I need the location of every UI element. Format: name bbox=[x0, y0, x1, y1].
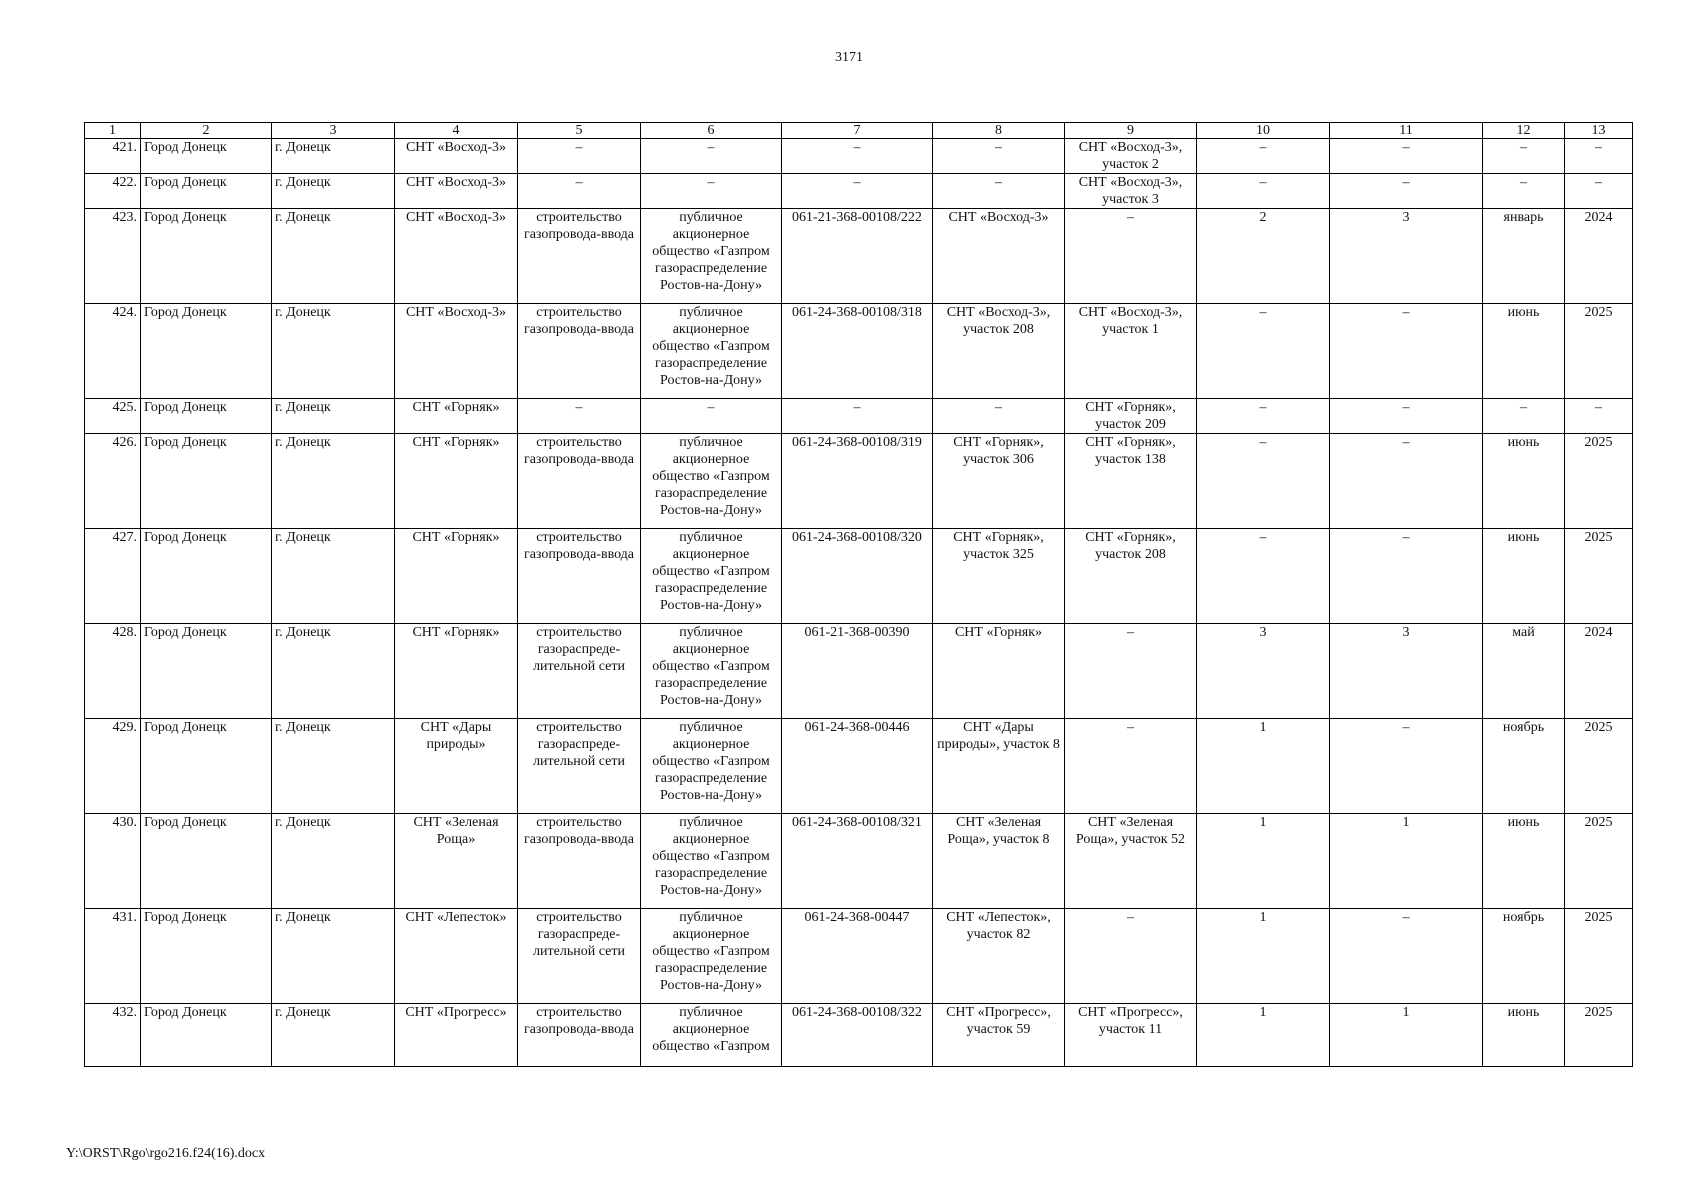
table-cell-col-9: – bbox=[1065, 624, 1197, 719]
table-cell-col-4: СНТ «Прогресс» bbox=[395, 1004, 518, 1067]
table-cell-col-13: 2025 bbox=[1565, 434, 1633, 529]
table-cell-col-10: 1 bbox=[1197, 814, 1330, 909]
footer-file-path: Y:\ORST\Rgo\rgo216.f24(16).docx bbox=[66, 1146, 266, 1161]
table-row bbox=[85, 529, 1633, 624]
table-cell-col-1: 431. bbox=[85, 909, 141, 1004]
table-cell-col-4: СНТ «Горняк» bbox=[395, 399, 518, 434]
table-cell-col-8: – bbox=[933, 399, 1065, 434]
table-cell-col-13: 2025 bbox=[1565, 1004, 1633, 1067]
table-cell-col-3: г. Донецк bbox=[272, 909, 395, 1004]
table-cell-col-13: – bbox=[1565, 399, 1633, 434]
table-cell-col-8: СНТ «Дары природы», участок 8 bbox=[933, 719, 1065, 814]
column-header-2: 2 bbox=[141, 123, 272, 139]
table-cell-col-9: СНТ «Горняк», участок 208 bbox=[1065, 529, 1197, 624]
table-cell-col-12: январь bbox=[1483, 209, 1565, 304]
table-cell-col-7: – bbox=[782, 139, 933, 174]
table-cell-col-3: г. Донецк bbox=[272, 399, 395, 434]
table-row bbox=[85, 304, 1633, 399]
table-cell-col-7: 061-24-368-00108/322 bbox=[782, 1004, 933, 1067]
table-cell-col-2: Город Донецк bbox=[141, 814, 272, 909]
table-cell-col-6: публичное акционерное общество «Газпром газораспределение Ростов-на-Дону» bbox=[641, 909, 782, 1004]
table-cell-col-3: г. Донецк bbox=[272, 209, 395, 304]
table-cell-col-7: 061-24-368-00108/319 bbox=[782, 434, 933, 529]
table-cell-col-8: СНТ «Прогресс», участок 59 bbox=[933, 1004, 1065, 1067]
table-cell-col-13: 2025 bbox=[1565, 719, 1633, 814]
table-cell-col-6: публичное акционерное общество «Газпром газораспределение Ростов-на-Дону» bbox=[641, 304, 782, 399]
table-cell-col-11: – bbox=[1330, 139, 1483, 174]
table-cell-col-4: СНТ «Лепесток» bbox=[395, 909, 518, 1004]
table-cell-col-7: 061-24-368-00108/318 bbox=[782, 304, 933, 399]
table-cell-col-10: – bbox=[1197, 139, 1330, 174]
table-cell-col-6: публичное акционерное общество «Газпром газораспределение Ростов-на-Дону» bbox=[641, 814, 782, 909]
table-cell-col-2: Город Донецк bbox=[141, 719, 272, 814]
table-cell-col-13: – bbox=[1565, 139, 1633, 174]
table-cell-col-10: 3 bbox=[1197, 624, 1330, 719]
table-cell-col-10: 1 bbox=[1197, 719, 1330, 814]
table-row bbox=[85, 624, 1633, 719]
table-cell-col-11: – bbox=[1330, 399, 1483, 434]
table-row bbox=[85, 909, 1633, 1004]
table-cell-col-8: СНТ «Лепесток», участок 82 bbox=[933, 909, 1065, 1004]
table-row bbox=[85, 174, 1633, 209]
table-cell-col-4: СНТ «Зеленая Роща» bbox=[395, 814, 518, 909]
table-cell-col-7: 061-24-368-00447 bbox=[782, 909, 933, 1004]
column-header-5: 5 bbox=[518, 123, 641, 139]
table-cell-col-10: – bbox=[1197, 399, 1330, 434]
table-cell-col-3: г. Донецк bbox=[272, 434, 395, 529]
page-number: 3171 bbox=[835, 50, 863, 65]
table-cell-col-6: публичное акционерное общество «Газпром bbox=[641, 1004, 782, 1067]
table-cell-col-1: 426. bbox=[85, 434, 141, 529]
table-cell-col-3: г. Донецк bbox=[272, 139, 395, 174]
table-cell-col-3: г. Донецк bbox=[272, 304, 395, 399]
table-cell-col-3: г. Донецк bbox=[272, 174, 395, 209]
table-cell-col-6: – bbox=[641, 139, 782, 174]
table-cell-col-5: строительство газопровода-ввода bbox=[518, 304, 641, 399]
table-cell-col-4: СНТ «Горняк» bbox=[395, 624, 518, 719]
table-row bbox=[85, 139, 1633, 174]
table-cell-col-10: – bbox=[1197, 529, 1330, 624]
table-cell-col-8: СНТ «Горняк» bbox=[933, 624, 1065, 719]
table-cell-col-12: май bbox=[1483, 624, 1565, 719]
table-cell-col-9: – bbox=[1065, 909, 1197, 1004]
table-cell-col-5: – bbox=[518, 139, 641, 174]
table-cell-col-7: 061-24-368-00108/321 bbox=[782, 814, 933, 909]
table-row bbox=[85, 209, 1633, 304]
table-cell-col-6: публичное акционерное общество «Газпром газораспределение Ростов-на-Дону» bbox=[641, 434, 782, 529]
column-header-13: 13 bbox=[1565, 123, 1633, 139]
table-cell-col-7: – bbox=[782, 399, 933, 434]
table-cell-col-5: строительство газопровода-ввода bbox=[518, 814, 641, 909]
table-cell-col-12: июнь bbox=[1483, 434, 1565, 529]
column-header-9: 9 bbox=[1065, 123, 1197, 139]
table-cell-col-9: СНТ «Восход-3», участок 1 bbox=[1065, 304, 1197, 399]
table-cell-col-12: июнь bbox=[1483, 814, 1565, 909]
table-cell-col-6: публичное акционерное общество «Газпром газораспределение Ростов-на-Дону» bbox=[641, 624, 782, 719]
table-cell-col-12: – bbox=[1483, 399, 1565, 434]
table-cell-col-4: СНТ «Восход-3» bbox=[395, 304, 518, 399]
table-cell-col-9: СНТ «Восход-3», участок 2 bbox=[1065, 139, 1197, 174]
table-cell-col-13: 2025 bbox=[1565, 814, 1633, 909]
table-row bbox=[85, 399, 1633, 434]
table-cell-col-2: Город Донецк bbox=[141, 399, 272, 434]
table-cell-col-2: Город Донецк bbox=[141, 304, 272, 399]
table-cell-col-5: строительство газораспреде-лительной сети bbox=[518, 719, 641, 814]
table-cell-col-12: июнь bbox=[1483, 304, 1565, 399]
table-cell-col-4: СНТ «Восход-3» bbox=[395, 139, 518, 174]
column-header-10: 10 bbox=[1197, 123, 1330, 139]
table-cell-col-6: публичное акционерное общество «Газпром газораспределение Ростов-на-Дону» bbox=[641, 719, 782, 814]
table-cell-col-5: строительство газораспреде-лительной сети bbox=[518, 624, 641, 719]
table-cell-col-4: СНТ «Горняк» bbox=[395, 529, 518, 624]
table-cell-col-2: Город Донецк bbox=[141, 624, 272, 719]
table-cell-col-10: – bbox=[1197, 304, 1330, 399]
table-cell-col-8: СНТ «Горняк», участок 306 bbox=[933, 434, 1065, 529]
table-cell-col-1: 423. bbox=[85, 209, 141, 304]
table-cell-col-8: СНТ «Зеленая Роща», участок 8 bbox=[933, 814, 1065, 909]
table-cell-col-5: – bbox=[518, 174, 641, 209]
table-cell-col-1: 424. bbox=[85, 304, 141, 399]
table-row bbox=[85, 814, 1633, 909]
table-cell-col-5: строительство газопровода-ввода bbox=[518, 434, 641, 529]
column-header-12: 12 bbox=[1483, 123, 1565, 139]
table-cell-col-8: СНТ «Восход-3» bbox=[933, 209, 1065, 304]
table-cell-col-3: г. Донецк bbox=[272, 624, 395, 719]
table-cell-col-10: 1 bbox=[1197, 909, 1330, 1004]
table-cell-col-2: Город Донецк bbox=[141, 434, 272, 529]
table-cell-col-11: – bbox=[1330, 719, 1483, 814]
table-cell-col-6: – bbox=[641, 399, 782, 434]
table-cell-col-2: Город Донецк bbox=[141, 529, 272, 624]
table-cell-col-9: СНТ «Горняк», участок 209 bbox=[1065, 399, 1197, 434]
table-cell-col-2: Город Донецк bbox=[141, 909, 272, 1004]
table-cell-col-7: 061-24-368-00446 bbox=[782, 719, 933, 814]
table-cell-col-11: 1 bbox=[1330, 814, 1483, 909]
table-cell-col-11: – bbox=[1330, 909, 1483, 1004]
table-cell-col-11: – bbox=[1330, 434, 1483, 529]
table-row bbox=[85, 434, 1633, 529]
table-cell-col-13: 2024 bbox=[1565, 209, 1633, 304]
table-cell-col-12: – bbox=[1483, 174, 1565, 209]
table-cell-col-13: 2025 bbox=[1565, 909, 1633, 1004]
table-cell-col-12: ноябрь bbox=[1483, 719, 1565, 814]
table-cell-col-13: 2024 bbox=[1565, 624, 1633, 719]
table-cell-col-2: Город Донецк bbox=[141, 174, 272, 209]
table-cell-col-1: 428. bbox=[85, 624, 141, 719]
table-cell-col-11: 3 bbox=[1330, 624, 1483, 719]
column-header-1: 1 bbox=[85, 123, 141, 139]
table-cell-col-6: публичное акционерное общество «Газпром газораспределение Ростов-на-Дону» bbox=[641, 529, 782, 624]
table-row bbox=[85, 1004, 1633, 1067]
table-cell-col-12: июнь bbox=[1483, 529, 1565, 624]
table-cell-col-13: – bbox=[1565, 174, 1633, 209]
table-cell-col-7: 061-21-368-00108/222 bbox=[782, 209, 933, 304]
table-header-row bbox=[85, 123, 1633, 139]
column-header-11: 11 bbox=[1330, 123, 1483, 139]
table-cell-col-9: СНТ «Прогресс», участок 11 bbox=[1065, 1004, 1197, 1067]
table-cell-col-9: СНТ «Восход-3», участок 3 bbox=[1065, 174, 1197, 209]
table-cell-col-3: г. Донецк bbox=[272, 529, 395, 624]
table-cell-col-2: Город Донецк bbox=[141, 139, 272, 174]
table-cell-col-1: 427. bbox=[85, 529, 141, 624]
table-cell-col-8: – bbox=[933, 139, 1065, 174]
table-cell-col-1: 422. bbox=[85, 174, 141, 209]
table-cell-col-5: строительство газораспреде-лительной сети bbox=[518, 909, 641, 1004]
table-cell-col-8: СНТ «Восход-3», участок 208 bbox=[933, 304, 1065, 399]
table-cell-col-10: 1 bbox=[1197, 1004, 1330, 1067]
table-cell-col-7: 061-24-368-00108/320 bbox=[782, 529, 933, 624]
table-cell-col-10: 2 bbox=[1197, 209, 1330, 304]
table-cell-col-9: – bbox=[1065, 209, 1197, 304]
table-cell-col-2: Город Донецк bbox=[141, 1004, 272, 1067]
table-cell-col-12: – bbox=[1483, 139, 1565, 174]
table-cell-col-4: СНТ «Восход-3» bbox=[395, 174, 518, 209]
table-row bbox=[85, 719, 1633, 814]
table-cell-col-5: строительство газопровода-ввода bbox=[518, 529, 641, 624]
table-cell-col-4: СНТ «Восход-3» bbox=[395, 209, 518, 304]
column-header-7: 7 bbox=[782, 123, 933, 139]
column-header-8: 8 bbox=[933, 123, 1065, 139]
column-header-6: 6 bbox=[641, 123, 782, 139]
table-cell-col-5: – bbox=[518, 399, 641, 434]
table-cell-col-12: ноябрь bbox=[1483, 909, 1565, 1004]
table-cell-col-7: 061-21-368-00390 bbox=[782, 624, 933, 719]
table-cell-col-8: СНТ «Горняк», участок 325 bbox=[933, 529, 1065, 624]
table-cell-col-1: 425. bbox=[85, 399, 141, 434]
table-cell-col-7: – bbox=[782, 174, 933, 209]
table-cell-col-4: СНТ «Дары природы» bbox=[395, 719, 518, 814]
table-cell-col-1: 421. bbox=[85, 139, 141, 174]
table-cell-col-6: – bbox=[641, 174, 782, 209]
table-cell-col-3: г. Донецк bbox=[272, 1004, 395, 1067]
table-cell-col-10: – bbox=[1197, 174, 1330, 209]
table-cell-col-8: – bbox=[933, 174, 1065, 209]
table-cell-col-11: – bbox=[1330, 529, 1483, 624]
table-cell-col-5: строительство газопровода-ввода bbox=[518, 1004, 641, 1067]
table-cell-col-4: СНТ «Горняк» bbox=[395, 434, 518, 529]
table-cell-col-13: 2025 bbox=[1565, 529, 1633, 624]
column-header-3: 3 bbox=[272, 123, 395, 139]
data-table bbox=[84, 122, 1633, 1067]
table-cell-col-1: 432. bbox=[85, 1004, 141, 1067]
table-cell-col-1: 429. bbox=[85, 719, 141, 814]
table-cell-col-5: строительство газопровода-ввода bbox=[518, 209, 641, 304]
table-cell-col-11: 1 bbox=[1330, 1004, 1483, 1067]
table-cell-col-1: 430. bbox=[85, 814, 141, 909]
table-cell-col-3: г. Донецк bbox=[272, 719, 395, 814]
table-cell-col-9: – bbox=[1065, 719, 1197, 814]
column-header-4: 4 bbox=[395, 123, 518, 139]
table-cell-col-11: – bbox=[1330, 304, 1483, 399]
table-cell-col-2: Город Донецк bbox=[141, 209, 272, 304]
table-cell-col-10: – bbox=[1197, 434, 1330, 529]
table-cell-col-9: СНТ «Зеленая Роща», участок 52 bbox=[1065, 814, 1197, 909]
table-cell-col-13: 2025 bbox=[1565, 304, 1633, 399]
table-cell-col-11: – bbox=[1330, 174, 1483, 209]
table-cell-col-9: СНТ «Горняк», участок 138 bbox=[1065, 434, 1197, 529]
table-cell-col-3: г. Донецк bbox=[272, 814, 395, 909]
table-cell-col-6: публичное акционерное общество «Газпром газораспределение Ростов-на-Дону» bbox=[641, 209, 782, 304]
table-body bbox=[85, 139, 1633, 1067]
table-cell-col-12: июнь bbox=[1483, 1004, 1565, 1067]
table-cell-col-11: 3 bbox=[1330, 209, 1483, 304]
